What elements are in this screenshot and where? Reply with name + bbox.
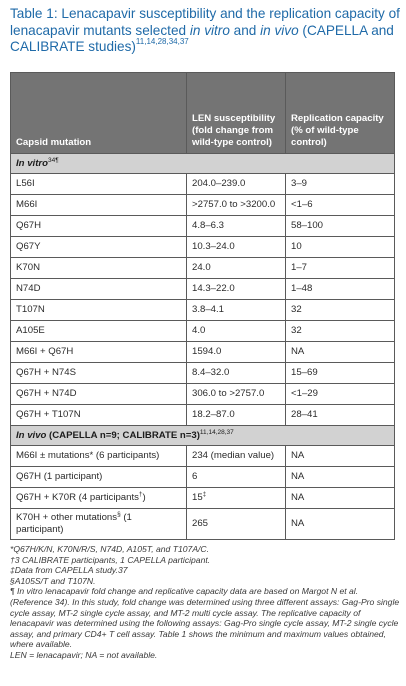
cell-replication-capacity: <1–29 <box>286 384 395 405</box>
mutation-suffix: ) <box>142 492 146 503</box>
mutation-footnote-mark: † <box>138 490 143 498</box>
cell-replication-capacity: 58–100 <box>286 216 395 237</box>
mutation-text: A105E <box>16 325 45 336</box>
header-row <box>11 73 395 154</box>
header-replication-capacity: Replication capacity (% of wild-type control) <box>286 73 395 154</box>
mutation-text: K70H + other mutations <box>16 512 118 523</box>
cell-mutation <box>11 384 187 405</box>
fold-change-text: 265 <box>192 518 209 529</box>
section-row <box>11 426 395 446</box>
fold-change-text: 6 <box>192 471 198 482</box>
fold-change-text: 204.0–239.0 <box>192 178 246 189</box>
mutation-text: Q67H + K70R (4 participants <box>16 492 139 503</box>
mutation-text: T107N <box>16 304 45 315</box>
title-text-1: Table 1: Lenacapavir susceptibility and the replication capacity of lenacapavir mutants selected <box>10 6 400 38</box>
header-len-susceptibility: LEN susceptibility (fold change from wild-type control) <box>187 73 286 154</box>
footnote: †3 CALIBRATE participants, 1 CAPELLA participant. <box>10 554 211 565</box>
cell-fold-change <box>187 321 286 342</box>
table-row <box>11 405 395 426</box>
cell-mutation <box>11 195 187 216</box>
title-and: and <box>229 22 261 38</box>
mutation-text: Q67H (1 participant) <box>16 471 103 482</box>
cell-mutation <box>11 446 187 467</box>
cell-replication-capacity: 1–7 <box>286 258 395 279</box>
section-label <box>11 154 395 174</box>
table-row <box>11 488 395 509</box>
title-in-vitro: in vitro <box>189 22 230 38</box>
cell-fold-change <box>187 258 286 279</box>
fold-change-text: 4.8–6.3 <box>192 220 225 231</box>
cell-fold-change <box>187 363 286 384</box>
footnote: *Q67H/K/N, K70N/R/S, N74D, A105T, and T107A/C. <box>10 544 210 554</box>
cell-replication-capacity: 28–41 <box>286 405 395 426</box>
cell-fold-change <box>187 237 286 258</box>
footnote: §A105S/T and T107N. <box>10 575 96 586</box>
footnote: ‡Data from CAPELLA study.37 <box>10 565 128 576</box>
cell-mutation <box>11 258 187 279</box>
cell-fold-change <box>187 488 286 509</box>
mutation-text: Q67H <box>16 220 42 231</box>
section-row <box>11 154 395 174</box>
table-row <box>11 446 395 467</box>
cell-mutation <box>11 405 187 426</box>
table-row <box>11 258 395 279</box>
mutation-text: Q67H + N74S <box>16 367 76 378</box>
cell-mutation <box>11 321 187 342</box>
cell-fold-change <box>187 509 286 540</box>
fold-change-text: 4.0 <box>192 325 206 336</box>
fold-change-text: 15 <box>192 492 203 503</box>
fold-change-text: 8.4–32.0 <box>192 367 230 378</box>
table-body <box>11 154 395 540</box>
table-row <box>11 237 395 258</box>
cell-mutation <box>11 300 187 321</box>
cell-fold-change <box>187 300 286 321</box>
table-row <box>11 384 395 405</box>
table-row <box>11 342 395 363</box>
title-references: 11,14,28,34,37 <box>135 37 189 47</box>
mutation-footnote-mark: § <box>117 510 121 518</box>
cell-mutation <box>11 363 187 384</box>
title-in-vivo: in vivo <box>260 22 299 38</box>
cell-replication-capacity: NA <box>286 467 395 488</box>
fold-change-text: 10.3–24.0 <box>192 241 235 252</box>
cell-mutation <box>11 509 187 540</box>
fold-change-text: 306.0 to >2757.0 <box>192 388 265 399</box>
cell-replication-capacity: <1–6 <box>286 195 395 216</box>
cell-mutation <box>11 342 187 363</box>
fold-change-text: >2757.0 to >3200.0 <box>192 199 276 210</box>
cell-fold-change <box>187 195 286 216</box>
table-row <box>11 216 395 237</box>
cell-fold-change <box>187 279 286 300</box>
cell-fold-change <box>187 174 286 195</box>
mutation-text: Q67H + N74D <box>16 388 77 399</box>
cell-mutation <box>11 174 187 195</box>
cell-fold-change <box>187 446 286 467</box>
cell-replication-capacity: 32 <box>286 300 395 321</box>
mutation-text: N74D <box>16 283 41 294</box>
mutation-text: M66I ± mutations* (6 participants) <box>16 450 160 461</box>
susceptibility-table <box>10 72 395 540</box>
fold-change-text: 18.2–87.0 <box>192 409 235 420</box>
cell-replication-capacity: 1–48 <box>286 279 395 300</box>
mutation-text: K70N <box>16 262 40 273</box>
cell-mutation <box>11 488 187 509</box>
mutation-text: L56I <box>16 178 35 189</box>
footnote: ¶ In vitro lenacapavir fold change and replicative capacity data are based on Margot N et al. (Reference 34). In this study, fold change was determined using three different assays: Gag-Pro single cycle assay, MT-2 single cycle assay, and MT-2 multi cycle assay. The replicative capacity of lenacapavir was determined using the following assays: Gag-Pro single cycle assay, MT-2 single cycle assay, and primary CD4+ T cell assay. Table 1 shows the minimum and maximum values obtained, where available. <box>10 586 400 650</box>
section-references: 34¶ <box>47 156 59 164</box>
cell-fold-change <box>187 342 286 363</box>
footnote: LEN = lenacapavir; NA = not available. <box>10 649 158 660</box>
cell-replication-capacity: NA <box>286 342 395 363</box>
table-row <box>11 195 395 216</box>
fold-change-text: 24.0 <box>192 262 211 273</box>
fold-footnote-mark: ‡ <box>202 490 207 498</box>
fold-change-text: 3.8–4.1 <box>192 304 225 315</box>
cell-fold-change <box>187 384 286 405</box>
section-label <box>11 426 395 446</box>
cell-fold-change <box>187 216 286 237</box>
table-title <box>10 6 400 56</box>
table-row <box>11 300 395 321</box>
footnotes <box>10 544 400 661</box>
cell-replication-capacity: NA <box>286 509 395 540</box>
section-label-plain: (CAPELLA n=9; CALIBRATE n=3) <box>46 429 200 441</box>
table-row <box>11 363 395 384</box>
cell-mutation <box>11 467 187 488</box>
mutation-text: Q67H + T107N <box>16 409 81 420</box>
table-row <box>11 174 395 195</box>
cell-replication-capacity: 32 <box>286 321 395 342</box>
cell-mutation <box>11 279 187 300</box>
cell-replication-capacity: 10 <box>286 237 395 258</box>
section-label-italic: In vitro <box>16 157 48 169</box>
cell-replication-capacity: NA <box>286 446 395 467</box>
title-text-2: (CAPELLA and CALIBRATE studies) <box>10 22 394 54</box>
cell-mutation <box>11 216 187 237</box>
cell-replication-capacity: 15–69 <box>286 363 395 384</box>
table-row <box>11 321 395 342</box>
mutation-text: Q67Y <box>16 241 41 252</box>
mutation-suffix: (1 participant) <box>16 512 132 535</box>
section-references: 11,14,28,37 <box>199 428 234 436</box>
table-row <box>11 509 395 540</box>
cell-mutation <box>11 237 187 258</box>
fold-change-text: 234 (median value) <box>192 450 275 461</box>
mutation-text: M66I <box>16 199 38 210</box>
cell-replication-capacity: 3–9 <box>286 174 395 195</box>
section-label-italic: In vivo <box>16 429 47 441</box>
table-row <box>11 467 395 488</box>
cell-fold-change <box>187 405 286 426</box>
cell-replication-capacity: NA <box>286 488 395 509</box>
table-row <box>11 279 395 300</box>
cell-fold-change <box>187 467 286 488</box>
fold-change-text: 14.3–22.0 <box>192 283 235 294</box>
header-capsid-mutation: Capsid mutation <box>11 73 187 154</box>
fold-change-text: 1594.0 <box>192 346 222 357</box>
mutation-text: M66I + Q67H <box>16 346 74 357</box>
